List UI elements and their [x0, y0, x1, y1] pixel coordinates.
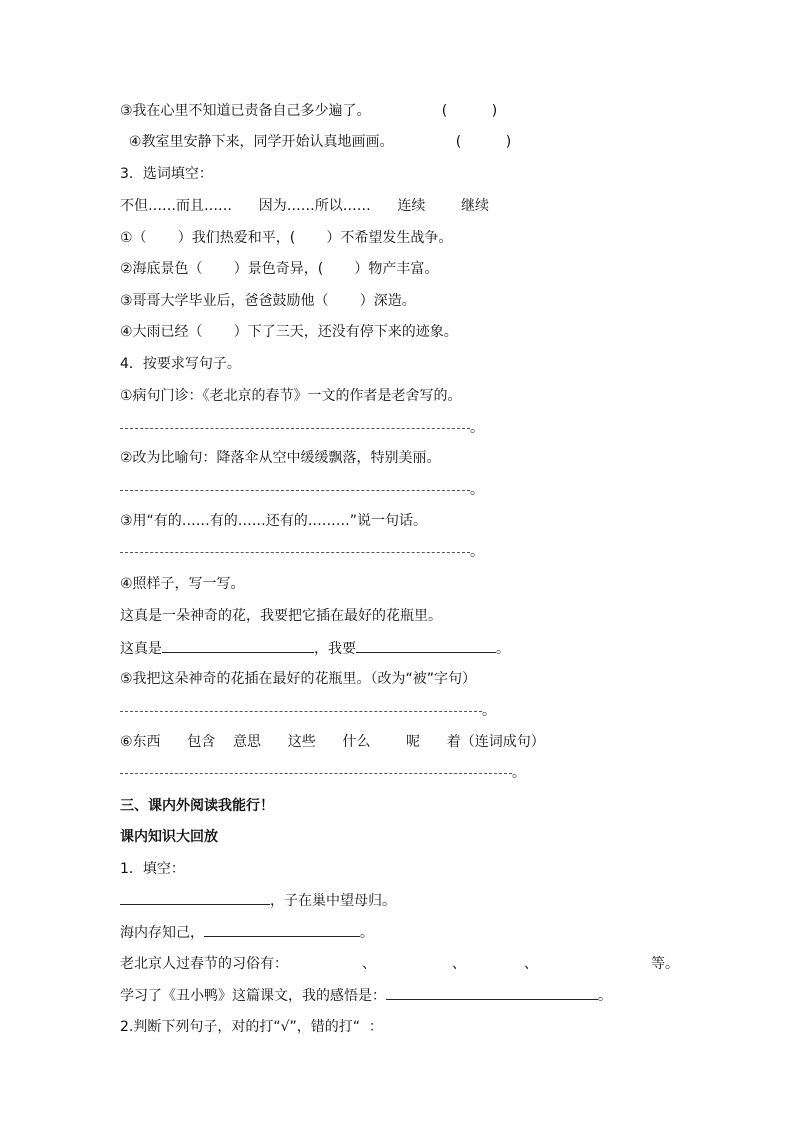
blank-4-4-a[interactable] [162, 638, 314, 653]
answer-line-4-6[interactable] [120, 773, 512, 774]
question-2-3: ③我在心里不知道已责备自己多少遍了。 ( ) [120, 103, 498, 119]
answer-period-4-6: 。 [512, 765, 526, 781]
answer-period-4-2: 。 [470, 482, 484, 498]
question-3-1: ①（ ）我们热爱和平，( ）不希望发生战争。 [120, 230, 453, 246]
fill-3-sep-2: 、 [452, 956, 466, 972]
fill-3 [120, 954, 288, 974]
fill-3-end: 等。 [651, 956, 679, 972]
question-3-4: ④大雨已经（ ）下了三天，还没有停下来的迹象。 [120, 324, 458, 340]
blank-fill-2[interactable] [204, 922, 360, 937]
fill-3-text: 老北京人过春节的习俗有： [120, 956, 288, 972]
fill-4-text: 学习了《丑小鸭》这篇课文，我的感悟是： [120, 988, 386, 1004]
question-4-4-example: 这真是一朵神奇的花，我要把它插在最好的花瓶里。 [120, 608, 442, 624]
judge-title: 2.判断下列句子，对的打“√”，错的打“ ： [120, 1019, 383, 1035]
fill-title: 1．填空： [120, 861, 185, 877]
fill-middle: ，我要 [314, 641, 356, 657]
question-4-4: ④照样子，写一写。 [120, 576, 245, 592]
fill-3-sep-3: 、 [524, 956, 538, 972]
question-4-2: ②改为比喻句：降落伞从空中缓缓飘落，特别美丽。 [120, 450, 441, 466]
question-3-2: ②海底景色（ ）景色奇异，( ）物产丰富。 [120, 261, 439, 277]
blank-fill-4[interactable] [386, 985, 598, 1000]
question-4-6: ⑥东西 包含 意思 这些 什么 呢 着（连词成句） [120, 734, 545, 750]
fill-2-period: 。 [360, 925, 374, 941]
question-3-options: 不但……而且…… 因为……所以…… 连续 继续 [120, 198, 490, 214]
fill-period: 。 [496, 641, 510, 657]
fill-3-sep-1: 、 [362, 956, 376, 972]
fill-2-text: 海内存知己， [120, 925, 204, 941]
blank-4-4-b[interactable] [356, 638, 496, 653]
section-3-subtitle: 课内知识大回放 [120, 829, 218, 845]
question-4-5: ⑤我把这朵神奇的花插在最好的花瓶里。（改为“被”字句） [120, 671, 477, 687]
answer-line-4-1[interactable] [120, 428, 470, 429]
question-3-3: ③哥哥大学毕业后，爸爸鼓励他（ ）深造。 [120, 293, 416, 309]
fill-prefix: 这真是 [120, 641, 162, 657]
blank-fill-1[interactable] [120, 890, 270, 905]
question-4-title: 4．按要求写句子。 [120, 356, 241, 372]
fill-1-text: ，子在巢中望母归。 [270, 893, 396, 909]
fill-2 [120, 922, 374, 942]
answer-line-4-5[interactable] [120, 711, 482, 712]
question-4-4-fill [120, 638, 510, 658]
question-4-1: ①病句门诊：《老北京的春节》一文的作者是老舍写的。 [120, 388, 462, 404]
question-2-4: ④教室里安静下来，同学开始认真地画画。 ( ) [120, 134, 512, 150]
question-4-3: ③用“有的……有的……还有的………”说一句话。 [120, 513, 428, 529]
section-3-title: 三、课内外阅读我能行！ [120, 798, 274, 814]
answer-line-4-3[interactable] [120, 552, 470, 553]
answer-period-4-5: 。 [482, 703, 496, 719]
fill-1 [120, 890, 396, 910]
fill-4-period: 。 [598, 988, 612, 1004]
answer-period-4-1: 。 [470, 420, 484, 436]
answer-period-4-3: 。 [470, 544, 484, 560]
fill-4 [120, 985, 612, 1005]
question-3-title: 3．选词填空： [120, 166, 213, 182]
answer-line-4-2[interactable] [120, 490, 470, 491]
